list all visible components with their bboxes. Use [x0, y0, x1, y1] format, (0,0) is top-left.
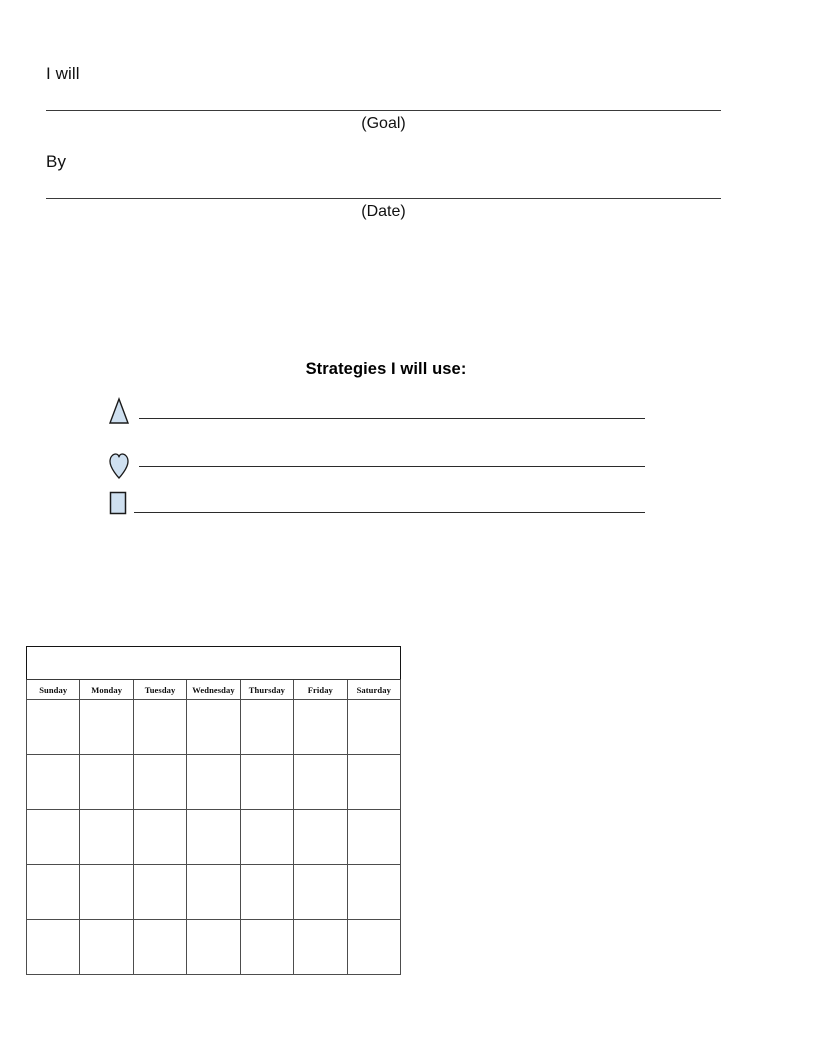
goal-write-in-line[interactable] — [46, 110, 721, 111]
strategy-row — [108, 450, 648, 488]
day-header-tuesday: Tuesday — [133, 680, 186, 700]
calendar-day-header-row — [27, 680, 401, 700]
calendar-week-row — [27, 920, 401, 975]
calendar-day-cell[interactable] — [240, 810, 293, 865]
calendar-day-cell[interactable] — [27, 700, 80, 755]
calendar-title-row — [27, 647, 401, 680]
calendar-week-row — [27, 700, 401, 755]
date-caption: (Date) — [361, 203, 406, 220]
strategies-heading: Strategies I will use: — [305, 360, 467, 378]
strategy-write-in-line[interactable] — [139, 466, 645, 467]
date-label: By — [46, 152, 67, 171]
calendar-week-row — [27, 755, 401, 810]
strategy-write-in-line[interactable] — [134, 512, 645, 513]
calendar-day-cell[interactable] — [294, 755, 347, 810]
goal-caption: (Goal) — [361, 115, 406, 132]
calendar-day-cell[interactable] — [347, 700, 400, 755]
calendar-week-row — [27, 865, 401, 920]
calendar-day-cell[interactable] — [80, 920, 133, 975]
goal-field-block — [46, 64, 721, 133]
calendar-day-cell[interactable] — [133, 920, 186, 975]
calendar-day-cell[interactable] — [133, 700, 186, 755]
calendar-day-cell[interactable] — [80, 700, 133, 755]
calendar-day-cell[interactable] — [80, 810, 133, 865]
day-header-thursday: Thursday — [240, 680, 293, 700]
calendar-day-cell[interactable] — [80, 755, 133, 810]
calendar-day-cell[interactable] — [347, 920, 400, 975]
day-header-sunday: Sunday — [27, 680, 80, 700]
strategy-row — [108, 490, 648, 528]
calendar-day-cell[interactable] — [187, 865, 240, 920]
calendar-day-cell[interactable] — [347, 755, 400, 810]
calendar-day-cell[interactable] — [27, 810, 80, 865]
calendar-day-cell[interactable] — [347, 865, 400, 920]
calendar-day-cell[interactable] — [27, 920, 80, 975]
calendar-day-cell[interactable] — [133, 810, 186, 865]
heart-icon — [108, 450, 132, 484]
calendar-day-cell[interactable] — [187, 810, 240, 865]
calendar-title-cell[interactable] — [27, 647, 401, 680]
calendar-day-cell[interactable] — [187, 920, 240, 975]
calendar-day-cell[interactable] — [133, 755, 186, 810]
calendar-day-cell[interactable] — [27, 755, 80, 810]
calendar-day-cell[interactable] — [347, 810, 400, 865]
calendar-day-cell[interactable] — [133, 865, 186, 920]
rectangle-icon — [108, 490, 132, 524]
calendar-week-row — [27, 810, 401, 865]
triangle-icon — [108, 396, 132, 430]
calendar-day-cell[interactable] — [240, 865, 293, 920]
day-header-wednesday: Wednesday — [187, 680, 240, 700]
calendar-day-cell[interactable] — [80, 865, 133, 920]
date-write-in-line[interactable] — [46, 198, 721, 199]
strategy-row — [108, 396, 648, 434]
day-header-saturday: Saturday — [347, 680, 400, 700]
calendar-day-cell[interactable] — [240, 700, 293, 755]
goal-label: I will — [46, 64, 80, 83]
calendar-day-cell[interactable] — [294, 810, 347, 865]
calendar-day-cell[interactable] — [294, 865, 347, 920]
calendar-day-cell[interactable] — [187, 755, 240, 810]
calendar-day-cell[interactable] — [294, 700, 347, 755]
strategy-write-in-line[interactable] — [139, 418, 645, 419]
day-header-friday: Friday — [294, 680, 347, 700]
calendar-day-cell[interactable] — [240, 920, 293, 975]
calendar-table — [26, 646, 401, 975]
calendar-day-cell[interactable] — [27, 865, 80, 920]
calendar-day-cell[interactable] — [294, 920, 347, 975]
calendar-day-cell[interactable] — [187, 700, 240, 755]
calendar-day-cell[interactable] — [240, 755, 293, 810]
day-header-monday: Monday — [80, 680, 133, 700]
date-field-block — [46, 152, 721, 221]
